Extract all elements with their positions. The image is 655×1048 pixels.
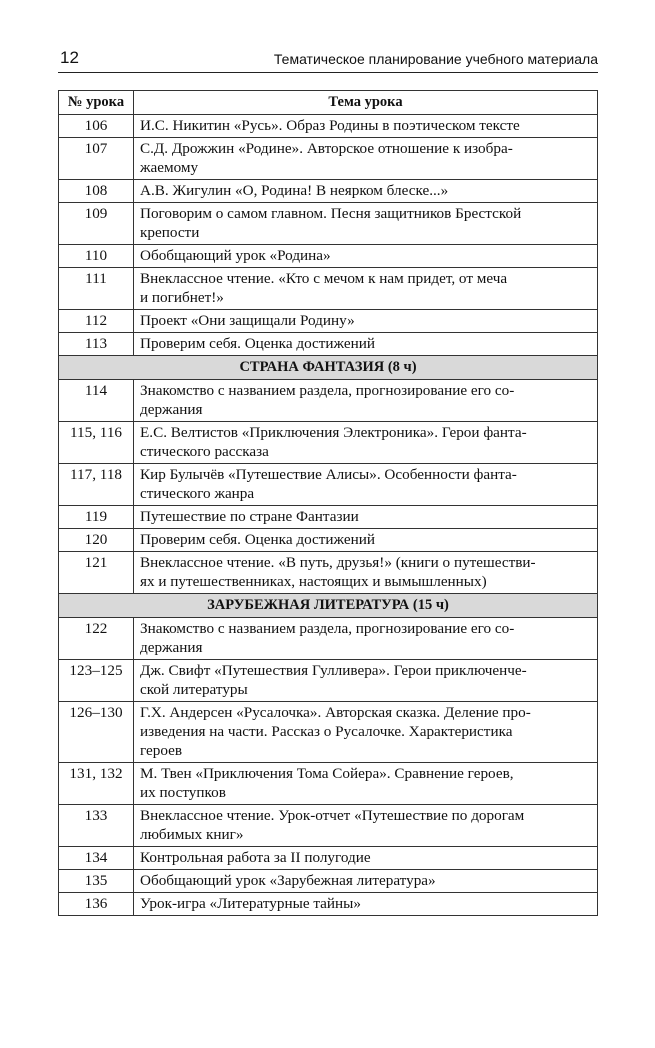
section-title: СТРАНА ФАНТАЗИЯ (8 ч) [59, 356, 598, 380]
lesson-plan-table [58, 90, 598, 916]
table-row [59, 268, 598, 310]
table-row [59, 660, 598, 702]
lesson-topic [134, 203, 598, 245]
lesson-topic-line: Внеклассное чтение. Урок-отчет «Путешествие по дорогам [140, 807, 525, 824]
lesson-topic [134, 702, 598, 763]
table-row [59, 245, 598, 268]
lesson-topic [134, 310, 598, 333]
lesson-topic-line: Обобщающий урок «Зарубежная литература» [140, 872, 436, 889]
lesson-topic-line: И.С. Никитин «Русь». Образ Родины в поэтическом тексте [140, 117, 520, 134]
table-row [59, 529, 598, 552]
table-row [59, 464, 598, 506]
table-row [59, 763, 598, 805]
lesson-topic-line: и погибнет!» [140, 289, 224, 306]
table-row [59, 805, 598, 847]
lesson-number: 111 [59, 268, 134, 310]
lesson-topic [134, 180, 598, 203]
lesson-number: 134 [59, 847, 134, 870]
lesson-topic-line: героев [140, 742, 183, 759]
column-header-lesson-topic: Тема урока [134, 91, 598, 115]
lesson-topic-line: Обобщающий урок «Родина» [140, 247, 331, 264]
lesson-topic-line: Урок-игра «Литературные тайны» [140, 895, 361, 912]
table-header-row [59, 91, 598, 115]
lesson-topic [134, 380, 598, 422]
lesson-number: 112 [59, 310, 134, 333]
lesson-topic-line: А.В. Жигулин «О, Родина! В неярком блеске...» [140, 182, 449, 199]
lesson-topic-line: Внеклассное чтение. «В путь, друзья!» (книги о путешестви- [140, 554, 536, 571]
lesson-topic [134, 333, 598, 356]
lesson-number: 115, 116 [59, 422, 134, 464]
lesson-topic [134, 115, 598, 138]
lesson-topic [134, 552, 598, 594]
lesson-topic [134, 847, 598, 870]
lesson-topic-line: ской литературы [140, 681, 248, 698]
lesson-topic [134, 763, 598, 805]
lesson-topic-line: ях и путешественниках, настоящих и вымышленных) [140, 573, 487, 590]
lesson-number: 108 [59, 180, 134, 203]
lesson-topic [134, 893, 598, 916]
lesson-topic-line: Контрольная работа за II полугодие [140, 849, 371, 866]
lesson-topic [134, 529, 598, 552]
section-title: ЗАРУБЕЖНАЯ ЛИТЕРАТУРА (15 ч) [59, 594, 598, 618]
lesson-topic-line: Кир Булычёв «Путешествие Алисы». Особенности фанта- [140, 466, 517, 483]
table-row [59, 702, 598, 763]
lesson-number: 121 [59, 552, 134, 594]
table-row [59, 180, 598, 203]
lesson-topic [134, 422, 598, 464]
lesson-number: 117, 118 [59, 464, 134, 506]
lesson-topic-line: держания [140, 401, 203, 418]
lesson-topic [134, 245, 598, 268]
table-row [59, 552, 598, 594]
lesson-topic [134, 268, 598, 310]
lesson-topic-line: крепости [140, 224, 200, 241]
page-number: 12 [60, 48, 79, 67]
column-header-lesson-number: № урока [59, 91, 134, 115]
table-row [59, 380, 598, 422]
lesson-number: 126–130 [59, 702, 134, 763]
table-row [59, 506, 598, 529]
lesson-topic [134, 506, 598, 529]
lesson-topic-line: жаемому [140, 159, 199, 176]
table-row [59, 847, 598, 870]
lesson-number: 131, 132 [59, 763, 134, 805]
lesson-topic-line: их поступков [140, 784, 226, 801]
lesson-topic-line: Внеклассное чтение. «Кто с мечом к нам придет, от меча [140, 270, 508, 287]
lesson-topic-line: С.Д. Дрожжин «Родине». Авторское отношение к изобра- [140, 140, 513, 157]
lesson-topic-line: Е.С. Велтистов «Приключения Электроника». Герои фанта- [140, 424, 527, 441]
lesson-topic-line: держания [140, 639, 203, 656]
lesson-topic [134, 138, 598, 180]
lesson-topic-line: Проект «Они защищали Родину» [140, 312, 355, 329]
lesson-topic-line: Дж. Свифт «Путешествия Гулливера». Герои приключенче- [140, 662, 527, 679]
table-row [59, 203, 598, 245]
table-row [59, 333, 598, 356]
lesson-topic-line: Знакомство с названием раздела, прогнозирование его со- [140, 620, 515, 637]
lesson-number: 120 [59, 529, 134, 552]
table-row [59, 115, 598, 138]
lesson-topic [134, 805, 598, 847]
lesson-topic-line: стического рассказа [140, 443, 269, 460]
lesson-topic [134, 618, 598, 660]
table-row [59, 893, 598, 916]
lesson-topic-line: Поговорим о самом главном. Песня защитников Брестской [140, 205, 522, 222]
lesson-number: 135 [59, 870, 134, 893]
lesson-topic-line: Путешествие по стране Фантазии [140, 508, 359, 525]
section-header-row [59, 356, 598, 380]
lesson-topic [134, 660, 598, 702]
lesson-topic-line: Знакомство с названием раздела, прогнозирование его со- [140, 382, 515, 399]
lesson-topic [134, 464, 598, 506]
lesson-number: 133 [59, 805, 134, 847]
table-body [59, 115, 598, 916]
lesson-number: 107 [59, 138, 134, 180]
lesson-number: 110 [59, 245, 134, 268]
lesson-topic-line: М. Твен «Приключения Тома Сойера». Сравнение героев, [140, 765, 514, 782]
running-header [58, 48, 598, 73]
table-row [59, 310, 598, 333]
table-row [59, 618, 598, 660]
lesson-topic-line: Проверим себя. Оценка достижений [140, 531, 375, 548]
lesson-number: 122 [59, 618, 134, 660]
lesson-number: 109 [59, 203, 134, 245]
lesson-topic-line: Проверим себя. Оценка достижений [140, 335, 375, 352]
lesson-number: 106 [59, 115, 134, 138]
lesson-number: 136 [59, 893, 134, 916]
lesson-topic-line: изведения на части. Рассказ о Русалочке. Характеристика [140, 723, 513, 740]
lesson-number: 123–125 [59, 660, 134, 702]
table-row [59, 422, 598, 464]
lesson-topic-line: стического жанра [140, 485, 255, 502]
header-title: Тематическое планирование учебного материала [273, 51, 598, 67]
table-row [59, 138, 598, 180]
lesson-number: 113 [59, 333, 134, 356]
lesson-topic [134, 870, 598, 893]
lesson-topic-line: Г.Х. Андерсен «Русалочка». Авторская сказка. Деление про- [140, 704, 531, 721]
table-row [59, 870, 598, 893]
section-header-row [59, 594, 598, 618]
lesson-number: 114 [59, 380, 134, 422]
lesson-topic-line: любимых книг» [140, 826, 244, 843]
lesson-number: 119 [59, 506, 134, 529]
